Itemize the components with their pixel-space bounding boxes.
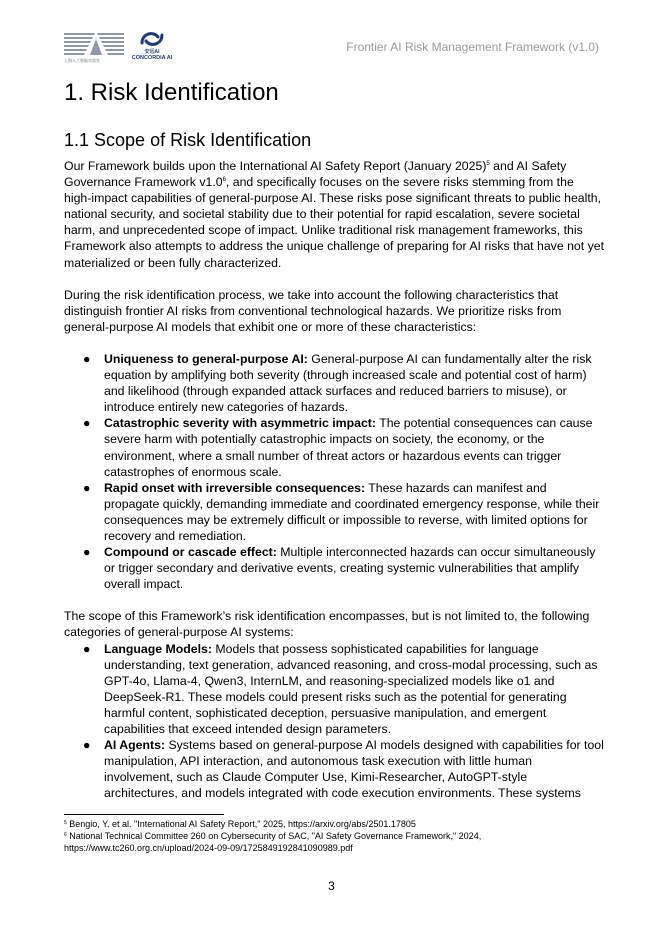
characteristics-list <box>64 351 604 592</box>
bullet-icon: ● <box>83 351 91 366</box>
list-item <box>83 641 604 738</box>
list-item <box>83 415 604 479</box>
paragraph-intro <box>64 158 604 271</box>
logo-group <box>64 29 174 65</box>
list-item-text: Multiple interconnected hazards can occur simultaneously or trigger secondary and derivative events, creating systemic vulnerabilities that amplify overall impact. <box>104 545 596 592</box>
section-heading: 1. Risk Identification <box>64 79 279 106</box>
footnote-number: 5 <box>64 820 67 826</box>
footnote-item <box>64 830 604 854</box>
list-item-term: Catastrophic severity with asymmetric impact: <box>104 416 376 431</box>
bullet-icon: ● <box>83 480 91 495</box>
paragraph-intro-part2: and AI Safety Governance Framework v1.0 <box>64 159 567 190</box>
shanghai-ai-lab-name: 上海人工智能实验室 <box>64 58 100 63</box>
bullet-icon: ● <box>83 545 91 560</box>
list-item-text: Systems based on general-purpose AI models designed with capabilities for tool manipulation, API interaction, and autonomous task execution with little human involvement, such as Claude Computer Use, Kimi-Researcher, AutoGPT-style architectures, and models integrated with code execution environments. These systems <box>104 738 604 801</box>
page-number: 3 <box>328 879 335 893</box>
list-item-term: Compound or cascade effect: <box>104 545 277 560</box>
document-title: Frontier AI Risk Management Framework (v1.0) <box>346 40 599 54</box>
concordia-cn-name: 安远AI <box>144 49 160 55</box>
list-item <box>83 351 604 415</box>
subsection-heading: 1.1 Scope of Risk Identification <box>64 130 312 150</box>
concordia-en-name: CONCORDIA AI <box>131 55 173 61</box>
list-item-text: These hazards can manifest and propagate quickly, demanding immediate and coordinated emergency response, while their consequences may be extremely difficult or impossible to reverse, with limited options for recovery and remediation. <box>104 480 600 543</box>
list-item <box>83 480 604 544</box>
concordia-ai-logo <box>130 29 174 65</box>
shanghai-ai-lab-logo <box>64 29 124 65</box>
list-item-text: The potential consequences can cause severe harm with potentially catastrophic impacts on society, the economy, or the environment, where a small number of threat actors or hazardous events can trigger catastrophes of enormous scale. <box>104 416 593 479</box>
footnote-number: 6 <box>64 832 67 838</box>
footnotes <box>64 818 604 854</box>
bullet-icon: ● <box>83 738 91 753</box>
list-item-term: Uniqueness to general-purpose AI: <box>104 351 308 366</box>
paragraph-intro-part1: Our Framework builds upon the International AI Safety Report (January 2025) <box>64 159 487 173</box>
list-item-text: General-purpose AI can fundamentally alter the risk equation by amplifying both severity (through increased scale and potential cost of harm) and likelihood (through expanded attack surfaces and reduced barriers to misuse), or introduce entirely new categories of hazards. <box>104 351 592 415</box>
page-header <box>64 26 599 66</box>
footnote-ref-5[interactable]: 5 <box>486 161 490 167</box>
footnote-item <box>64 818 604 830</box>
list-item <box>83 544 604 592</box>
list-item-text: Models that possess sophisticated capabilities for language understanding, text generation, advanced reasoning, and cross-modal processing, such as GPT-4o, Llama-4, Qwen3, InternLM, and reasoning-specialized models like o1 and DeepSeek-R1. These models could present risks such as the potential for generating harmful content, sophisticated deception, persuasive manipulation, and emergent capabilities that exceed intended design parameters. <box>104 641 598 736</box>
categories-list <box>64 641 604 802</box>
paragraph-characteristics: During the risk identification process, we take into account the following characteristics that distinguish frontier AI risks from conventional technological hazards. We prioritize risks from general-purpose AI models that exhibit one or more of these characteristics: <box>64 287 562 334</box>
footnote-ref-6[interactable]: 6 <box>222 177 226 184</box>
footnote-text[interactable]: National Technical Committee 260 on Cybersecurity of SAC, "AI Safety Governance Framework," 2024, https://www.tc260.org.cn/upload/2024-09-09/1725849192841090989.pdf <box>64 831 482 853</box>
bullet-icon: ● <box>83 641 91 656</box>
footnote-text[interactable]: Bengio, Y. et al. "International AI Safety Report," 2025, https://arxiv.org/abs/2501.17805 <box>66 819 416 829</box>
list-item-term: Language Models: <box>104 641 212 656</box>
paragraph-intro-part3: , and specifically focuses on the severe risks stemming from the high-impact capabilities of general-purpose AI. These risks pose significant threats to public health, national security, and societal stability due to their potential for rapid escalation, severe societal harm, and unprecedented scope of impact. Unlike traditional risk management frameworks, this Framework also attempts to address the unique challenge of preparing for AI risks that have not yet materialized or been fully characterized. <box>64 175 604 270</box>
list-item-term: Rapid onset with irreversible consequences: <box>104 480 366 495</box>
bullet-icon: ● <box>83 416 91 431</box>
body-text <box>64 158 604 801</box>
concordia-swirl-icon <box>138 29 166 49</box>
shanghai-ai-lab-emblem-icon <box>64 29 124 57</box>
list-item-term: AI Agents: <box>104 738 166 753</box>
list-item <box>83 737 604 801</box>
paragraph-scope: The scope of this Framework’s risk identification encompasses, but is not limited to, the following categories of general-purpose AI systems: <box>64 609 590 640</box>
footnote-divider <box>64 814 224 815</box>
